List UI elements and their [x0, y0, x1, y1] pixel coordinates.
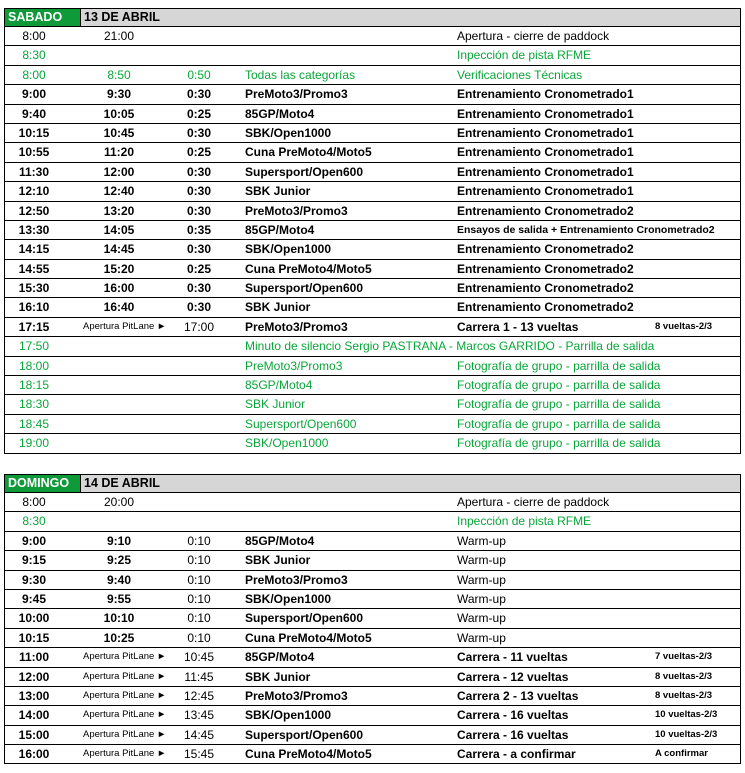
- schedule-row: [4, 105, 741, 124]
- activity: Entrenamiento Cronometrado2: [457, 203, 634, 218]
- schedule-row: [4, 668, 741, 687]
- duration: 11:45: [184, 669, 214, 684]
- end-time: Apertura PitLane ►: [83, 728, 167, 740]
- activity: Warm-up: [457, 591, 506, 606]
- end-time: 10:45: [103, 125, 135, 140]
- start-time: 12:10: [18, 184, 50, 199]
- schedule-row: [4, 726, 741, 745]
- start-time: 9:40: [21, 106, 47, 121]
- end-time: 10:05: [103, 106, 135, 121]
- duration: 0:30: [186, 242, 212, 257]
- end-time: 9:40: [106, 572, 132, 587]
- duration: 15:45: [183, 747, 215, 762]
- duration: 0:10: [187, 572, 211, 587]
- activity: Fotografía de grupo - parrilla de salida: [457, 358, 661, 373]
- duration: 0:10: [187, 630, 211, 645]
- activity: Entrenamiento Cronometrado2: [457, 242, 634, 257]
- end-time: 14:05: [103, 222, 135, 237]
- activity: Entrenamiento Cronometrado2: [457, 300, 634, 315]
- activity: Carrera - 11 vueltas: [457, 650, 568, 665]
- activity: Carrera - 12 vueltas: [457, 669, 569, 684]
- schedule-row: [4, 27, 741, 46]
- category: Supersport/Open600: [245, 164, 364, 179]
- end-time: 9:55: [106, 591, 132, 606]
- schedule-row: [4, 46, 741, 65]
- end-time: 10:10: [103, 611, 135, 626]
- end-time: 12:40: [103, 184, 135, 199]
- start-time: 18:00: [18, 358, 50, 373]
- start-time: 19:00: [18, 436, 50, 451]
- schedule-row: [4, 143, 741, 162]
- start-time: 18:30: [18, 397, 50, 412]
- start-time: 14:00: [18, 708, 50, 723]
- category: Supersport/Open600: [245, 727, 364, 742]
- category: SBK/Open1000: [245, 708, 332, 723]
- start-time: 14:15: [18, 242, 50, 257]
- activity: Fotografía de grupo - parrilla de salida: [457, 436, 661, 451]
- start-time: 17:15: [18, 319, 50, 334]
- activity: Fotografía de grupo - parrilla de salida: [457, 416, 661, 431]
- schedule-row: [4, 590, 741, 609]
- activity: Warm-up: [457, 533, 506, 548]
- schedule-row: [4, 124, 741, 143]
- saturday-schedule: [4, 8, 741, 454]
- duration: 0:30: [186, 87, 212, 102]
- category: Minuto de silencio Sergio PASTRANA - Marcos GARRIDO - Parrilla de salida: [245, 339, 655, 354]
- schedule-row: [4, 532, 741, 551]
- duration: 0:25: [186, 261, 212, 276]
- category: 85GP/Moto4: [245, 533, 315, 548]
- end-time: 14:45: [103, 242, 135, 257]
- start-time: 8:00: [22, 495, 46, 509]
- start-time: 13:00: [18, 688, 50, 703]
- schedule-row: [4, 415, 741, 434]
- category: PreMoto3/Promo3: [245, 319, 348, 334]
- start-time: 15:00: [18, 727, 50, 742]
- category: 85GP/Moto4: [245, 650, 315, 665]
- start-time: 8:30: [22, 48, 46, 63]
- duration: 0:50: [187, 67, 211, 82]
- category: PreMoto3/Promo3: [245, 688, 348, 703]
- date-label: 13 DE ABRIL: [81, 9, 740, 26]
- activity: Verificaciones Técnicas: [457, 67, 583, 82]
- activity: Carrera - a confirmar: [457, 747, 576, 762]
- duration: 10:45: [183, 650, 215, 665]
- activity: Entrenamiento Cronometrado1: [457, 184, 634, 199]
- duration: 0:10: [187, 533, 211, 548]
- category: Cuna PreMoto4/Moto5: [245, 261, 372, 276]
- category: PreMoto3/Promo3: [245, 572, 348, 587]
- activity: Carrera 1 - 13 vueltas: [457, 319, 579, 334]
- activity: Entrenamiento Cronometrado1: [457, 145, 634, 160]
- duration: 0:30: [186, 184, 212, 199]
- start-time: 11:30: [18, 164, 50, 179]
- category: Supersport/Open600: [245, 611, 364, 626]
- start-time: 9:00: [21, 533, 47, 548]
- start-time: 10:00: [18, 611, 50, 626]
- end-time: 9:25: [106, 553, 132, 568]
- duration: 0:25: [186, 106, 212, 121]
- end-time: Apertura PitLane ►: [83, 709, 167, 721]
- activity: Entrenamiento Cronometrado1: [457, 106, 634, 121]
- end-time: 10:25: [103, 630, 135, 645]
- activity: Carrera 2 - 13 vueltas: [457, 688, 579, 703]
- race-note: 8 vueltas-2/3: [655, 320, 713, 332]
- category: SBK Junior: [245, 300, 311, 315]
- schedule-row: [4, 357, 741, 376]
- schedule-row: [4, 337, 741, 356]
- activity: Warm-up: [457, 572, 506, 587]
- start-time: 15:30: [18, 281, 50, 296]
- start-time: 10:55: [18, 145, 50, 160]
- schedule-row: [4, 571, 741, 590]
- race-note: 8 vueltas-2/3: [655, 689, 713, 701]
- end-time: 15:20: [103, 261, 135, 276]
- end-time: 9:30: [106, 87, 132, 102]
- schedule-row: [4, 240, 741, 259]
- schedule-row: [4, 376, 741, 395]
- end-time: Apertura PitLane ►: [83, 689, 167, 701]
- end-time: Apertura PitLane ►: [83, 651, 167, 663]
- schedule-row: [4, 551, 741, 570]
- category: SBK/Open1000: [245, 436, 329, 451]
- start-time: 12:00: [18, 669, 50, 684]
- schedule-row: [4, 66, 741, 85]
- activity: Entrenamiento Cronometrado1: [457, 125, 634, 140]
- start-time: 17:50: [18, 339, 50, 354]
- activity: Ensayos de salida + Entrenamiento Cronometrado2: [457, 223, 715, 236]
- start-time: 8:30: [22, 514, 46, 529]
- schedule-row: [4, 512, 741, 531]
- saturday-rows: [4, 27, 741, 454]
- duration: 0:30: [186, 125, 212, 140]
- duration: 0:30: [186, 164, 212, 179]
- category: PreMoto3/Promo3: [245, 358, 343, 373]
- race-note: A confirmar: [655, 748, 708, 760]
- date-label: 14 DE ABRIL: [81, 475, 740, 492]
- category: PreMoto3/Promo3: [245, 87, 348, 102]
- end-time: 21:00: [103, 29, 135, 43]
- activity: Fotografía de grupo - parrilla de salida: [457, 397, 661, 412]
- schedule-row: [4, 395, 741, 414]
- schedule-row: [4, 221, 741, 240]
- start-time: 12:50: [18, 203, 50, 218]
- activity: Entrenamiento Cronometrado2: [457, 281, 634, 296]
- category: Cuna PreMoto4/Moto5: [245, 630, 372, 645]
- schedule-row: [4, 687, 741, 706]
- start-time: 11:00: [18, 650, 50, 665]
- start-time: 16:00: [18, 747, 50, 762]
- schedule-row: [4, 279, 741, 298]
- schedule-row: [4, 493, 741, 512]
- activity: Apertura - cierre de paddock: [457, 29, 610, 43]
- activity: Inpección de pista RFME: [457, 48, 592, 63]
- schedule-row: [4, 629, 741, 648]
- category: SBK Junior: [245, 553, 311, 568]
- activity: Warm-up: [457, 553, 506, 568]
- schedule-row: [4, 648, 741, 667]
- start-time: 9:00: [21, 87, 47, 102]
- schedule-row: [4, 85, 741, 104]
- day-label: SABADO: [5, 9, 81, 26]
- end-time: 16:40: [103, 300, 135, 315]
- end-time: 13:20: [103, 203, 135, 218]
- schedule-row: [4, 706, 741, 725]
- duration: 0:10: [187, 553, 211, 568]
- category: Cuna PreMoto4/Moto5: [245, 145, 372, 160]
- end-time: 8:50: [107, 67, 131, 82]
- day-label: DOMINGO: [5, 475, 81, 492]
- end-time: 9:10: [106, 533, 132, 548]
- start-time: 10:15: [18, 125, 50, 140]
- start-time: 18:15: [18, 378, 50, 393]
- duration: 0:30: [186, 203, 212, 218]
- race-note: 10 vueltas-2/3: [655, 728, 718, 740]
- category: SBK Junior: [245, 397, 306, 412]
- end-time: 20:00: [103, 495, 135, 509]
- end-time: 16:00: [103, 281, 135, 296]
- duration: 14:45: [183, 727, 215, 742]
- activity: Entrenamiento Cronometrado1: [457, 164, 634, 179]
- category: Supersport/Open600: [245, 416, 357, 431]
- schedule-row: [4, 745, 741, 764]
- start-time: 10:15: [18, 630, 50, 645]
- activity: Carrera - 16 vueltas: [457, 708, 569, 723]
- end-time: 12:00: [103, 164, 135, 179]
- schedule-row: [4, 202, 741, 221]
- category: SBK Junior: [245, 184, 311, 199]
- schedule-row: [4, 163, 741, 182]
- start-time: 8:00: [22, 29, 46, 43]
- duration: 0:10: [187, 591, 211, 606]
- activity: Fotografía de grupo - parrilla de salida: [457, 378, 661, 393]
- activity: Carrera - 16 vueltas: [457, 727, 569, 742]
- race-note: 7 vueltas-2/3: [655, 651, 713, 663]
- duration: 0:25: [186, 145, 212, 160]
- start-time: 9:30: [21, 572, 47, 587]
- schedule-row: [4, 260, 741, 279]
- schedule-row: [4, 609, 741, 628]
- end-time: Apertura PitLane ►: [83, 320, 167, 332]
- category: 85GP/Moto4: [245, 222, 315, 237]
- category: Supersport/Open600: [245, 281, 364, 296]
- sunday-rows: [4, 493, 741, 764]
- category: PreMoto3/Promo3: [245, 203, 348, 218]
- activity: Warm-up: [457, 611, 506, 626]
- duration: 0:30: [186, 300, 212, 315]
- duration: 0:35: [186, 222, 212, 237]
- activity: Entrenamiento Cronometrado2: [457, 261, 634, 276]
- category: 85GP/Moto4: [245, 106, 315, 121]
- sunday-header: [4, 474, 741, 493]
- schedule-row: [4, 182, 741, 201]
- category: Todas las categorías: [245, 67, 356, 82]
- saturday-header: [4, 8, 741, 27]
- start-time: 9:15: [21, 553, 47, 568]
- category: Cuna PreMoto4/Moto5: [245, 747, 372, 762]
- activity: Apertura - cierre de paddock: [457, 495, 610, 509]
- duration: 13:45: [183, 708, 215, 723]
- start-time: 16:10: [18, 300, 50, 315]
- duration: 0:10: [187, 611, 211, 626]
- duration: 0:30: [186, 281, 212, 296]
- start-time: 9:45: [21, 591, 47, 606]
- duration: 12:45: [183, 688, 215, 703]
- activity: Entrenamiento Cronometrado1: [457, 87, 634, 102]
- end-time: Apertura PitLane ►: [83, 670, 167, 682]
- category: SBK/Open1000: [245, 591, 332, 606]
- start-time: 13:30: [18, 222, 50, 237]
- race-note: 8 vueltas-2/3: [655, 670, 713, 682]
- category: SBK Junior: [245, 669, 311, 684]
- schedule-row: [4, 434, 741, 453]
- sunday-schedule: [4, 474, 741, 764]
- category: SBK/Open1000: [245, 242, 332, 257]
- duration: 17:00: [183, 319, 215, 334]
- activity: Warm-up: [457, 630, 506, 645]
- schedule-row: [4, 318, 741, 337]
- start-time: 8:00: [22, 67, 46, 82]
- category: SBK/Open1000: [245, 125, 332, 140]
- race-note: 10 vueltas-2/3: [655, 709, 718, 721]
- start-time: 14:55: [18, 261, 50, 276]
- end-time: Apertura PitLane ►: [83, 748, 167, 760]
- activity: Inpección de pista RFME: [457, 514, 592, 529]
- schedule-row: [4, 298, 741, 317]
- end-time: 11:20: [103, 145, 135, 160]
- start-time: 18:45: [18, 416, 50, 431]
- category: 85GP/Moto4: [245, 378, 313, 393]
